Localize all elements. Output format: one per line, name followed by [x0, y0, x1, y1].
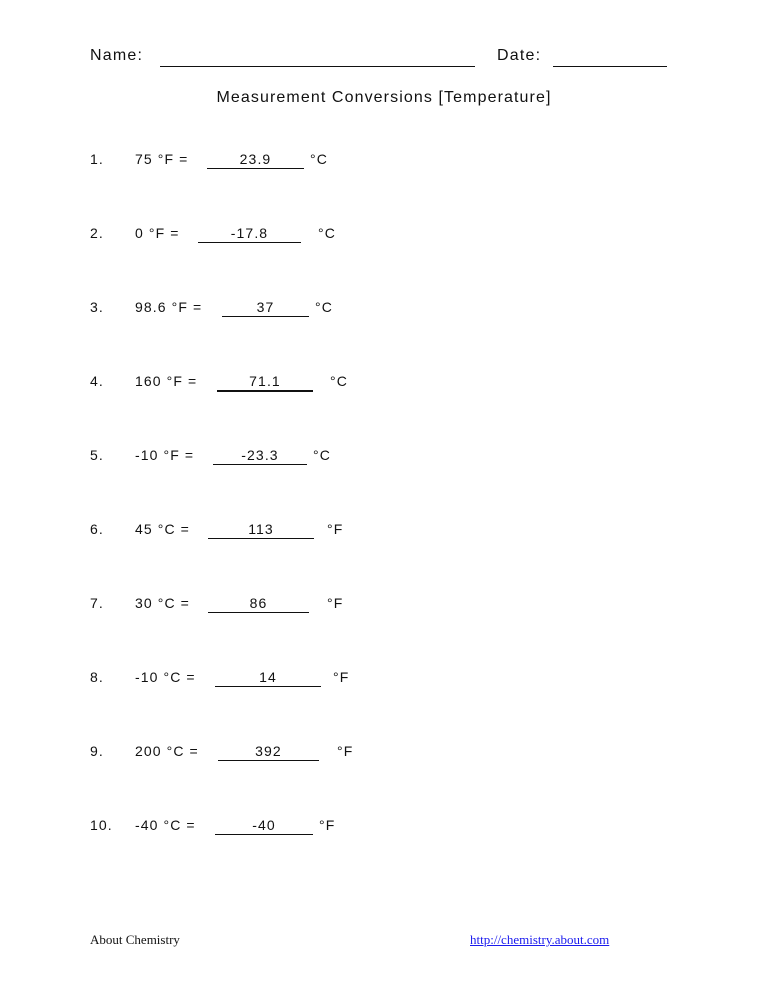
problem-expression: -40 °C =: [135, 817, 196, 833]
problem-number: 6.: [90, 521, 104, 537]
unit-label: °F: [333, 669, 350, 685]
answer-field[interactable]: 392: [218, 743, 319, 761]
problem-number: 2.: [90, 225, 104, 241]
name-field[interactable]: [160, 66, 475, 67]
answer-field[interactable]: 113: [208, 521, 314, 539]
unit-label: °C: [313, 447, 331, 463]
problem-expression: 75 °F =: [135, 151, 189, 167]
problem-number: 10.: [90, 817, 113, 833]
unit-label: °F: [327, 521, 344, 537]
answer-field[interactable]: -23.3: [213, 447, 307, 465]
unit-label: °C: [318, 225, 336, 241]
answer-field[interactable]: 86: [208, 595, 309, 613]
answer-field[interactable]: 14: [215, 669, 321, 687]
problem-number: 5.: [90, 447, 104, 463]
date-field[interactable]: [553, 66, 667, 67]
answer-field[interactable]: 37: [222, 299, 309, 317]
problem-expression: -10 °F =: [135, 447, 195, 463]
problem-number: 9.: [90, 743, 104, 759]
footer-link[interactable]: http://chemistry.about.com: [470, 932, 610, 947]
problem-number: 7.: [90, 595, 104, 611]
answer-field[interactable]: -17.8: [198, 225, 301, 243]
answer-field[interactable]: 71.1: [217, 373, 313, 392]
problem-number: 3.: [90, 299, 104, 315]
problem-number: 8.: [90, 669, 104, 685]
date-label: Date:: [497, 47, 542, 64]
page-title: Measurement Conversions [Temperature]: [216, 89, 552, 106]
problem-expression: 0 °F =: [135, 225, 180, 241]
unit-label: °C: [310, 151, 328, 167]
problem-number: 1.: [90, 151, 104, 167]
answer-field[interactable]: 23.9: [207, 151, 304, 169]
problem-expression: 200 °C =: [135, 743, 199, 759]
unit-label: °C: [315, 299, 333, 315]
problem-expression: 30 °C =: [135, 595, 190, 611]
problem-expression: -10 °C =: [135, 669, 196, 685]
problem-expression: 98.6 °F =: [135, 299, 203, 315]
footer-source: About Chemistry: [90, 932, 180, 947]
problem-expression: 45 °C =: [135, 521, 190, 537]
problem-number: 4.: [90, 373, 104, 389]
unit-label: °C: [330, 373, 348, 389]
unit-label: °F: [319, 817, 336, 833]
problem-expression: 160 °F =: [135, 373, 198, 389]
answer-field[interactable]: -40: [215, 817, 313, 835]
unit-label: °F: [337, 743, 354, 759]
unit-label: °F: [327, 595, 344, 611]
name-label: Name:: [90, 47, 144, 64]
header-row: [90, 44, 670, 70]
